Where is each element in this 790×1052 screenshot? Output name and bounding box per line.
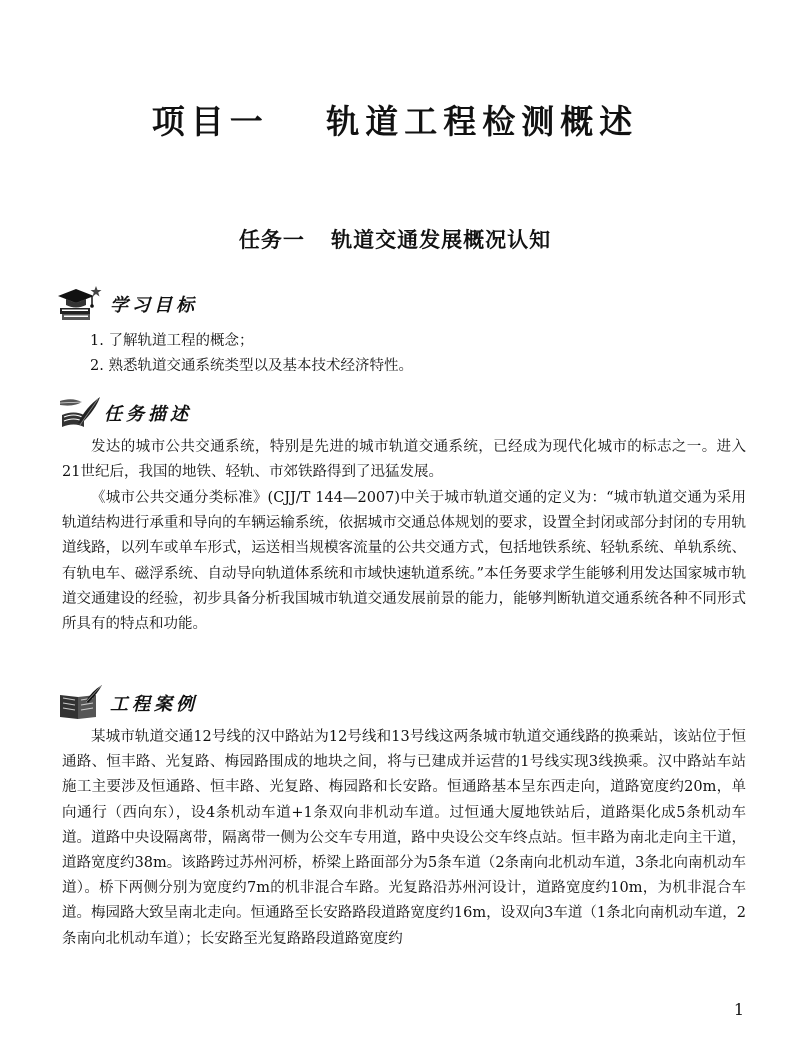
goal-item: 2. 熟悉轨道交通系统类型以及基本技术经济特性。 bbox=[90, 358, 413, 374]
case-paragraph: 某城市轨道交通12号线的汉中路站为12号线和13号线这两条城市轨道交通线路的换乘站，该站位于恒通路、恒丰路、光复路、梅园路围成的地块之间，将与已建成并运营的1号线实现3线换乘。汉中路站车站施工主要涉及恒通路、恒丰路、光复路、梅园路和长安路。恒通路基本呈东西走向，道路宽度约20m，单向通行（西向东），设4条机动车道+1条双向非机动车道。过恒通大厦地铁站后，道路渠化成5条机动车道。道路中央设隔离带，隔离带一侧为公交车专用道，路中央设公交车终点站。恒丰路为南北走向主干道，道路宽度约38m。该路跨过苏州河桥，桥梁上路面部分为5条车道（2条南向北机动车道，3条北向南机动车道）。桥下两侧分别为宽度约7m的机非混合车路。光复路沿苏州河设计，道路宽度约10m，为机非混合车道。梅园路大致呈南北走向。恒通路至长安路路段道路宽度约16m，设双向3车道（1条北向南机动车道，2条南向北机动车道）；长安路至光复路路段道路宽度约 bbox=[62, 729, 746, 947]
description-paragraph: 发达的城市公共交通系统，特别是先进的城市轨道交通系统，已经成为现代化城市的标志之一。进入21世纪后，我国的地铁、轻轨、市郊铁路得到了迅猛发展。 bbox=[62, 439, 746, 481]
task-title: 任务一 轨道交通发展概况认知 bbox=[238, 227, 552, 252]
section-heading-case: 工程案例 bbox=[110, 694, 198, 715]
goal-item: 1. 了解轨道工程的概念； bbox=[90, 333, 254, 349]
open-book-pen-icon bbox=[56, 683, 104, 723]
project-title: 项目一 轨道工程检测概述 bbox=[151, 102, 639, 141]
graduation-cap-books-icon bbox=[56, 284, 104, 324]
goals-list bbox=[90, 329, 413, 379]
page-number: 1 bbox=[733, 1000, 744, 1019]
quill-book-icon bbox=[56, 393, 104, 433]
description-paragraph: 《城市公共交通分类标准》(CJJ/T 144—2007)中关于城市轨道交通的定义为：“城市轨道交通为采用轨道结构进行承重和导向的车辆运输系统，依据城市交通总体规划的要求，设置全封闭或部分封闭的专用轨道线路，以列车或单车形式，运送相当规模客流量的公共交通方式，包括地铁系统、轻轨系统、单轨系统、有轨电车、磁浮系统、自动导向轨道体系统和市域快速轨道系统。”本任务要求学生能够利用发达国家城市轨道交通建设的经验，初步具备分析我国城市轨道交通发展前景的能力，能够判断轨道交通系统各种不同形式所具有的特点和功能。 bbox=[62, 490, 746, 633]
section-heading-goals: 学习目标 bbox=[110, 295, 198, 316]
section-header-description bbox=[56, 393, 192, 433]
section-heading-description: 任务描述 bbox=[104, 404, 192, 425]
section-header-case bbox=[56, 683, 198, 723]
section-header-goals bbox=[56, 284, 198, 324]
